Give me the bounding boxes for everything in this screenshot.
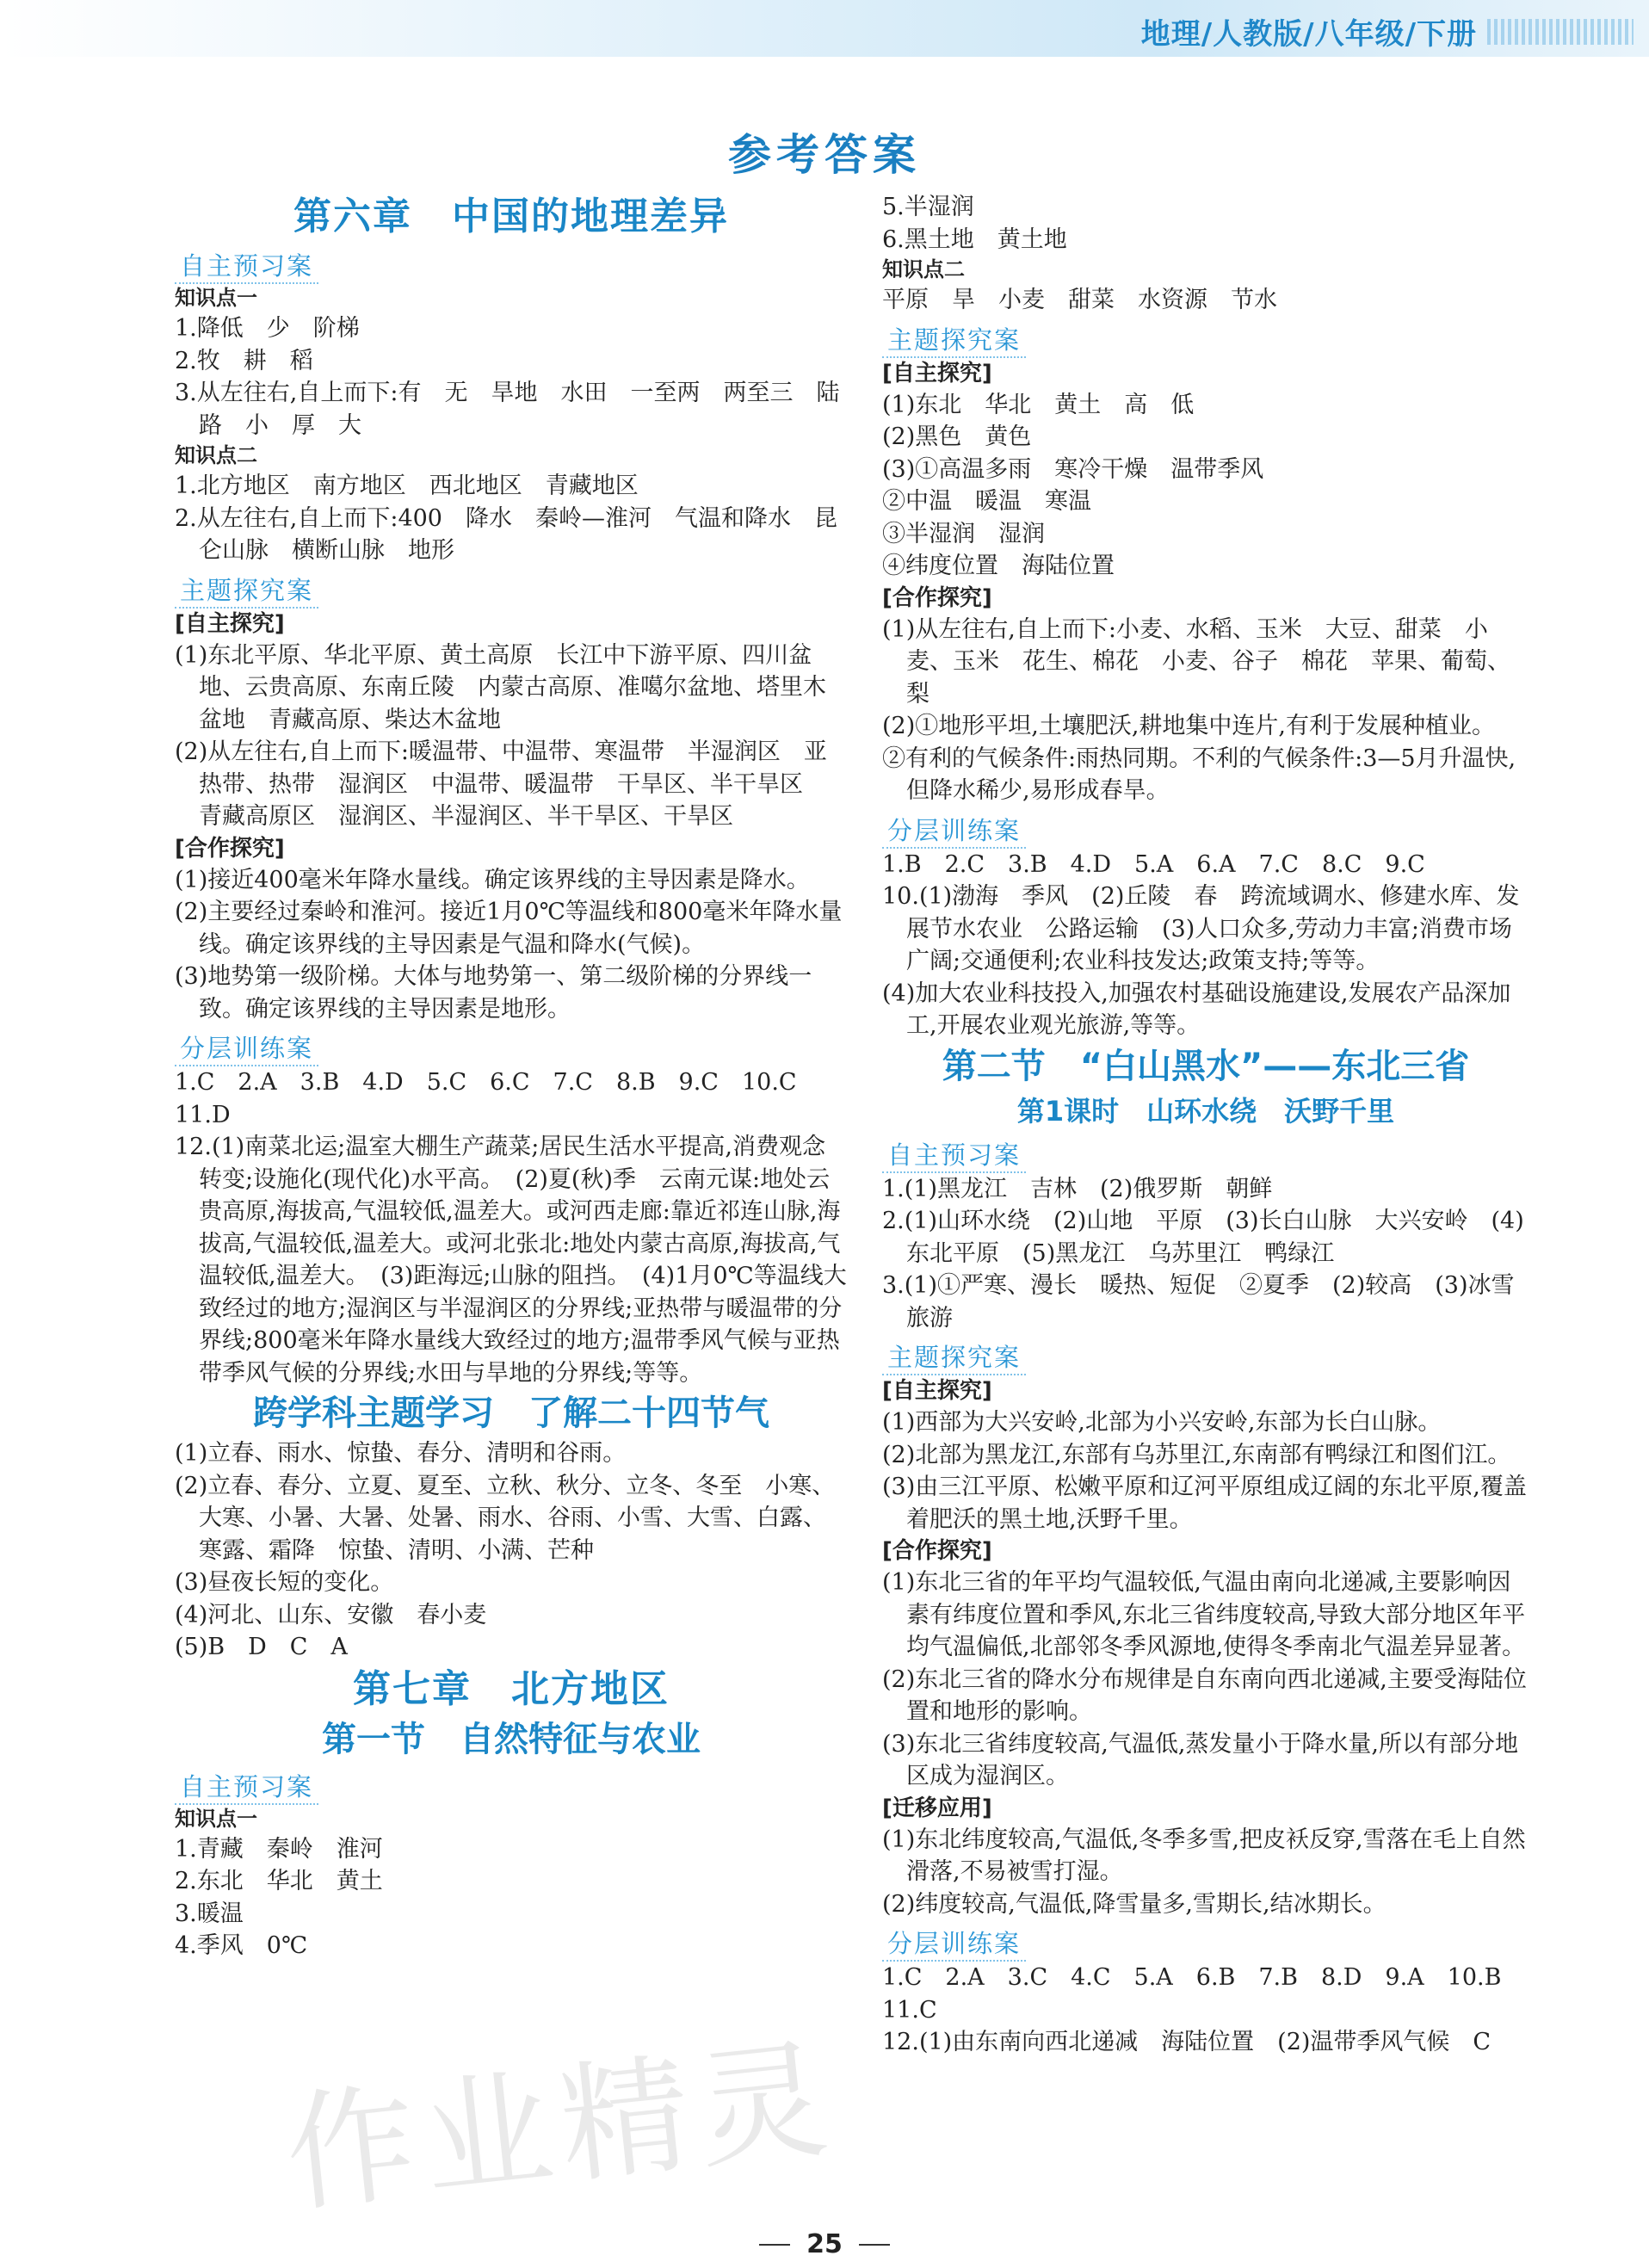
answer-line: (1)西部为大兴安岭,北部为小兴安岭,东部为长白山脉。 — [882, 1409, 1442, 1436]
answer-line: (2)主要经过秦岭和淮河。接近1月0℃等温线和800毫米年降水量线。确定该界线的主导因素是气温和降水(气候)。 — [175, 899, 843, 958]
answer-line: 1.降低 少 阶梯 — [175, 315, 360, 342]
section-tag: 自主预习案 — [175, 251, 318, 284]
subsection-label: [合作探究] — [882, 584, 992, 611]
answer-line: (3)东北三省纬度较高,气温低,蒸发量小于降水量,所以有部分地区成为湿润区。 — [882, 1730, 1518, 1789]
answer-line: 11.D — [175, 1101, 231, 1128]
answer-line: 平原 旱 小麦 甜菜 水资源 节水 — [882, 287, 1277, 313]
section-tag-row — [175, 243, 848, 284]
answer-line: 10.(1)渤海 季风 (2)丘陵 春 跨流域调水、修建水库、发展节水农业 公路运输 (3)人口众多,劳动力丰富;消费市场广阔;交通便利;农业科技发达;政策支持;等等。 — [882, 883, 1520, 974]
lesson-title: 第1课时 山环水绕 沃野千里 — [1016, 1094, 1395, 1128]
section-tag-row — [882, 1920, 1529, 1962]
answer-line: 2.(1)山环水绕 (2)山地 平原 (3)长白山脉 大兴安岭 (4)东北平原 (5)黑龙江 乌苏里江 鸭绿江 — [882, 1208, 1524, 1267]
section-title: 第二节 “白山黑水”——东北三省 — [942, 1046, 1470, 1086]
answer-line: (3)昼夜长短的变化。 — [175, 1569, 394, 1596]
section-tag-row — [175, 567, 848, 609]
answer-line: 1.C 2.A 3.C 4.C 5.A 6.B 7.B 8.D 9.A 10.B — [882, 1964, 1502, 1991]
knowledge-point-label: 知识点一 — [175, 1806, 257, 1831]
answer-line: (5)B D C A — [175, 1634, 348, 1660]
subsection-label: [合作探究] — [175, 835, 285, 862]
answer-line: ②中温 暖温 寒温 — [882, 488, 1091, 515]
answer-line: (2)纬度较高,气温低,降雪量多,雪期长,结冰期长。 — [882, 1890, 1387, 1918]
answer-line: 1.C 2.A 3.B 4.D 5.C 6.C 7.C 8.B 9.C 10.C — [175, 1069, 797, 1096]
section-title: 跨学科主题学习 了解二十四节气 — [253, 1394, 769, 1433]
answer-line: (2)从左往右,自上而下:暖温带、中温带、寒温带 半湿润区 亚热带、热带 湿润区 中温带、暖温带 干旱区、半干旱区 青藏高原区 湿润区、半湿润区、半干旱区、干旱区 — [175, 738, 827, 830]
answer-line: 2.从左往右,自上而下:400 降水 秦岭—淮河 气温和降水 昆仑山脉 横断山脉 地形 — [175, 504, 837, 564]
watermark: 作业精灵 — [279, 2024, 843, 2231]
section-tag: 主题探究案 — [882, 1343, 1026, 1375]
answer-line: ②有利的气候条件:雨热同期。不利的气候条件:3—5月升温快,但降水稀少,易形成春旱。 — [882, 745, 1516, 804]
left-column — [175, 191, 848, 1962]
answer-line: ④纬度位置 海陆位置 — [882, 553, 1115, 579]
answer-line: 5.半湿润 — [882, 194, 974, 220]
section-tag-row — [175, 1764, 848, 1805]
page-number: 25 — [806, 2229, 843, 2259]
answer-line: (1)东北纬度较高,气温低,冬季多雪,把皮袄反穿,雪落在毛上自然滑落,不易被雪打湿。 — [882, 1826, 1526, 1885]
answer-line: 4.季风 0℃ — [175, 1932, 308, 1959]
subject-label: 地理/人教版/八年级/下册 — [1140, 17, 1477, 52]
section-tag-row — [882, 807, 1529, 849]
footer-dash-right — [859, 2244, 890, 2246]
answer-line: 1.(1)黑龙江 吉林 (2)俄罗斯 朝鲜 — [882, 1175, 1273, 1202]
knowledge-point-label: 知识点二 — [882, 257, 965, 281]
answer-line: (2)黑色 黄色 — [882, 423, 1032, 450]
section-tag-row — [882, 1334, 1529, 1375]
section-tag-row — [882, 317, 1529, 358]
knowledge-point-label: 知识点二 — [175, 443, 257, 467]
answer-line: (1)立春、雨水、惊蛰、春分、清明和谷雨。 — [175, 1440, 627, 1467]
section-tag: 分层训练案 — [882, 816, 1026, 849]
answer-line: (2)立春、春分、立夏、夏至、立秋、秋分、立冬、冬至 小寒、大寒、小暑、大暑、处暑、雨水、谷雨、小雪、大雪、白露、寒露、霜降 惊蛰、清明、小满、芒种 — [175, 1472, 836, 1564]
section-tag: 自主预习案 — [175, 1772, 318, 1805]
section-tag-row — [882, 1132, 1529, 1173]
answer-line: 3.(1)①严寒、漫长 暖热、短促 ②夏季 (2)较高 (3)冰雪旅游 — [882, 1272, 1515, 1332]
subsection-label: [自主探究] — [882, 1378, 992, 1404]
answer-line: (2)东北三省的降水分布规律是自东南向西北递减,主要受海陆位置和地形的影响。 — [882, 1665, 1527, 1725]
section-tag: 主题探究案 — [882, 325, 1026, 358]
answer-line: (4)加大农业科技投入,加强农村基础设施建设,发展农产品深加工,开展农业观光旅游,等等。 — [882, 980, 1511, 1039]
section-tag: 分层训练案 — [882, 1929, 1026, 1962]
answer-line: 2.东北 华北 黄土 — [175, 1868, 383, 1894]
section-tag: 分层训练案 — [175, 1034, 318, 1066]
chapter-title: 第七章 北方地区 — [353, 1666, 670, 1711]
answer-line: (1)从左往右,自上而下:小麦、水稻、玉米 大豆、甜菜 小麦、玉米 花生、棉花 小麦、谷子 棉花 苹果、葡萄、梨 — [882, 615, 1510, 708]
answer-line: 6.黑土地 黄土地 — [882, 226, 1067, 253]
section-tag: 自主预习案 — [882, 1140, 1026, 1173]
answer-line: (1)东北 华北 黄土 高 低 — [882, 391, 1195, 418]
answer-line: 2.牧 耕 稻 — [175, 347, 313, 374]
answer-line: 12.(1)由东南向西北递减 海陆位置 (2)温带季风气候 C — [882, 2029, 1492, 2055]
answer-line: (2)①地形平坦,土壤肥沃,耕地集中连片,有利于发展种植业。 — [882, 713, 1495, 739]
header-decoration — [1487, 19, 1634, 45]
answer-line: 3.暖温 — [175, 1900, 244, 1927]
answer-line: (2)北部为黑龙江,东部有乌苏里江,东南部有鸭绿江和图们江。 — [882, 1441, 1511, 1468]
answer-line: (4)河北、山东、安徽 春小麦 — [175, 1601, 487, 1628]
answer-line: 12.(1)南菜北运;温室大棚生产蔬菜;居民生活水平提高,消费观念转变;设施化(现代化)水平高。 (2)夏(秋)季 云南元谋:地处云贵高原,海拔高,气温较低,温差大。或河西走廊:靠近祁连山脉,海拔高,气温较低,温差大。或河北张北:地处内蒙古高原,海拔高,气温较低,温差大。 (3)距海远;山脉的阻挡。 (4)1月0℃等温线大致经过的地方;湿润区与半湿润区的分界线;亚热带与暖温带的分界线;800毫米年降水量线大致经过的地方;温带季风气候与亚热带季风气候的分界线;水田与旱地的分界线;等等。 — [175, 1134, 847, 1387]
section-tag: 主题探究案 — [175, 576, 318, 609]
header-band — [0, 0, 1649, 57]
page-title: 参考答案 — [728, 130, 921, 180]
answer-line: 1.北方地区 南方地区 西北地区 青藏地区 — [175, 473, 639, 499]
subsection-label: [自主探究] — [882, 360, 992, 386]
answer-line: (1)东北平原、华北平原、黄土高原 长江中下游平原、四川盆地、云贵高原、东南丘陵 内蒙古高原、准噶尔盆地、塔里木盆地 青藏高原、柴达木盆地 — [175, 641, 826, 733]
answer-line: 1.青藏 秦岭 淮河 — [175, 1835, 383, 1863]
answer-line: (3)①高温多雨 寒冷干燥 温带季风 — [882, 455, 1264, 483]
section-title: 第一节 自然特征与农业 — [322, 1719, 701, 1759]
subsection-label: [迁移应用] — [882, 1795, 992, 1821]
knowledge-point-label: 知识点一 — [175, 286, 257, 310]
answer-line: 11.C — [882, 1996, 937, 2024]
section-tag-row — [175, 1025, 848, 1066]
answer-line: 1.B 2.C 3.B 4.D 5.A 6.A 7.C 8.C 9.C — [882, 850, 1425, 878]
answer-line: (1)接近400毫米年降水量线。确定该界线的主导因素是降水。 — [175, 866, 810, 893]
answer-line: 3.从左往右,自上而下:有 无 旱地 水田 一至两 两至三 陆路 小 厚 大 — [175, 380, 840, 439]
page-footer — [0, 2229, 1649, 2259]
footer-dash-left — [759, 2244, 790, 2246]
subsection-label: [自主探究] — [175, 610, 285, 637]
chapter-title: 第六章 中国的地理差异 — [293, 195, 729, 238]
right-column — [882, 191, 1529, 2059]
answer-line: (3)地势第一级阶梯。大体与地势第一、第二级阶梯的分界线一致。确定该界线的主导因素是地形。 — [175, 963, 812, 1023]
subsection-label: [合作探究] — [882, 1538, 992, 1564]
answer-line: (3)由三江平原、松嫩平原和辽河平原组成辽阔的东北平原,覆盖着肥沃的黑土地,沃野千里。 — [882, 1474, 1527, 1533]
answer-line: ③半湿润 湿润 — [882, 520, 1045, 547]
answer-line: (1)东北三省的年平均气温较低,气温由南向北递减,主要影响因素有纬度位置和季风,东北三省纬度较高,导致大部分地区年平均气温偏低,北部邻冬季风源地,使得冬季南北气温差异显著。 — [882, 1569, 1526, 1660]
